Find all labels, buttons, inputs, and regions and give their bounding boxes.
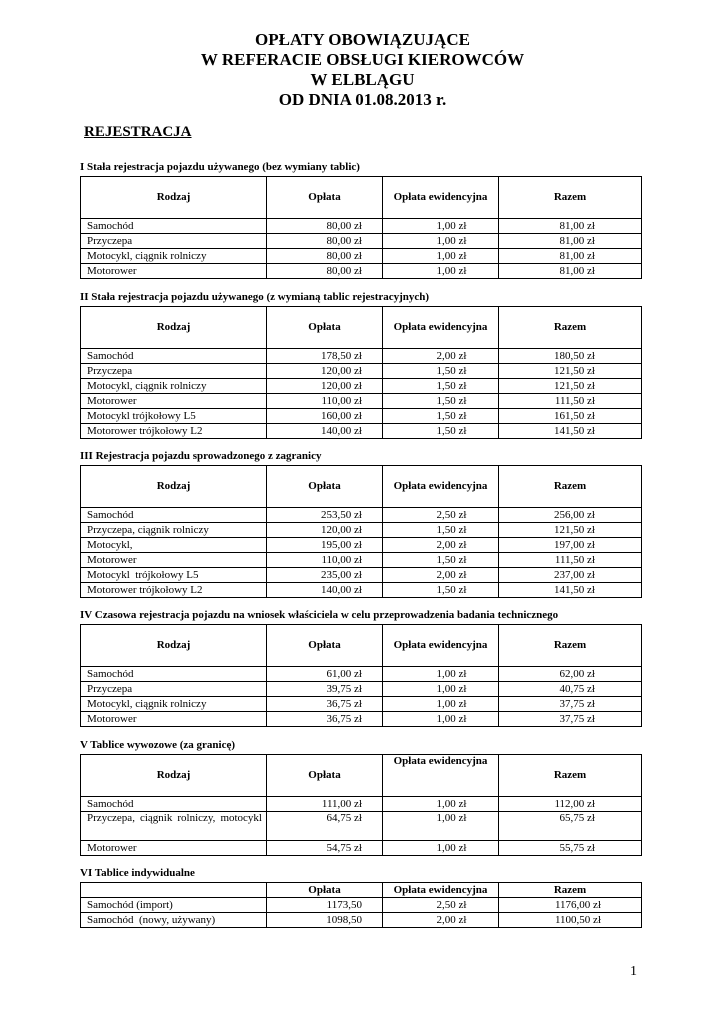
cell-oplata: 253,50 zł [267,508,383,523]
header-rodzaj: Rodzaj [81,177,267,219]
cell-ewidencyjna: 1,50 zł [383,424,499,439]
cell-oplata: 39,75 zł [267,682,383,697]
cell-razem: 111,50 zł [499,553,642,568]
cell-oplata: 80,00 zł [267,264,383,279]
cell-rodzaj: Motorower [81,394,267,409]
table-row [81,667,642,682]
cell-ewidencyjna: 2,50 zł [383,508,499,523]
table-row [81,424,642,439]
cell-oplata: 120,00 zł [267,364,383,379]
header-razem: Razem [499,755,642,797]
table-header-row [81,466,642,508]
cell-oplata: 54,75 zł [267,841,383,856]
cell-oplata: 140,00 zł [267,583,383,598]
cell-rodzaj: Motocykl, ciągnik rolniczy [81,249,267,264]
table-section-4 [80,609,640,727]
cell-rodzaj: Samochód [81,219,267,234]
cell-rodzaj: Przyczepa, ciągnik rolniczy [81,523,267,538]
table-row [81,394,642,409]
cell-razem: 111,50 zł [499,394,642,409]
cell-razem: 81,00 zł [499,249,642,264]
cell-razem: 65,75 zł [499,812,642,841]
cell-oplata: 110,00 zł [267,394,383,409]
cell-rodzaj: Samochód (nowy, używany) [81,913,267,928]
cell-ewidencyjna: 1,00 zł [383,712,499,727]
cell-rodzaj: Motorower [81,712,267,727]
header-razem: Razem [499,883,642,898]
cell-ewidencyjna: 2,00 zł [383,538,499,553]
table-section-5 [80,739,640,856]
cell-ewidencyjna: 1,00 zł [383,234,499,249]
table-row [81,841,642,856]
table-title: III Rejestracja pojazdu sprowadzonego z zagranicy [80,450,322,462]
fee-table [80,465,642,598]
cell-oplata: 36,75 zł [267,712,383,727]
cell-ewidencyjna: 1,50 zł [383,523,499,538]
header-razem: Razem [499,466,642,508]
cell-ewidencyjna: 2,00 zł [383,568,499,583]
cell-razem: 197,00 zł [499,538,642,553]
cell-ewidencyjna: 2,00 zł [383,913,499,928]
cell-ewidencyjna: 1,00 zł [383,249,499,264]
cell-oplata: 36,75 zł [267,697,383,712]
cell-rodzaj: Motorower [81,264,267,279]
cell-razem: 81,00 zł [499,219,642,234]
table-header-row [81,625,642,667]
cell-ewidencyjna: 1,00 zł [383,797,499,812]
cell-oplata: 140,00 zł [267,424,383,439]
cell-razem: 112,00 zł [499,797,642,812]
table-row [81,249,642,264]
header-ewidencyjna: Opłata ewidencyjna [383,307,499,349]
cell-rodzaj: Przyczepa [81,364,267,379]
fee-table [80,624,642,727]
header-razem: Razem [499,177,642,219]
cell-razem: 256,00 zł [499,508,642,523]
table-title: I Stała rejestracja pojazdu używanego (bez wymiany tablic) [80,161,360,173]
header-ewidencyjna: Opłata ewidencyjna [383,625,499,667]
table-row [81,553,642,568]
cell-razem: 55,75 zł [499,841,642,856]
cell-razem: 141,50 zł [499,583,642,598]
cell-rodzaj: Motocykl, ciągnik rolniczy [81,379,267,394]
table-row [81,812,642,841]
cell-ewidencyjna: 1,00 zł [383,264,499,279]
cell-ewidencyjna: 2,00 zł [383,349,499,364]
cell-ewidencyjna: 1,00 zł [383,667,499,682]
cell-rodzaj: Motocykl, ciągnik rolniczy [81,697,267,712]
cell-ewidencyjna: 2,50 zł [383,898,499,913]
cell-rodzaj: Przyczepa [81,234,267,249]
table-row [81,364,642,379]
cell-rodzaj: Motorower trójkołowy L2 [81,583,267,598]
cell-ewidencyjna: 1,00 zł [383,812,499,841]
section-heading: REJESTRACJA [84,124,192,140]
table-row [81,583,642,598]
header-ewidencyjna: Opłata ewidencyjna [383,177,499,219]
fee-table [80,754,642,856]
cell-oplata: 1098,50 [267,913,383,928]
table-row [81,349,642,364]
cell-ewidencyjna: 1,50 zł [383,364,499,379]
cell-razem: 81,00 zł [499,234,642,249]
header-ewidencyjna: Opłata ewidencyjna [383,755,499,797]
cell-ewidencyjna: 1,50 zł [383,379,499,394]
cell-razem: 81,00 zł [499,264,642,279]
header-razem: Razem [499,307,642,349]
cell-oplata: 120,00 zł [267,379,383,394]
header-rodzaj: Rodzaj [81,755,267,797]
table-title: VI Tablice indywidualne [80,867,195,879]
table-section-2 [80,291,640,439]
fee-table [80,882,642,928]
cell-razem: 121,50 zł [499,523,642,538]
title-line-4: OD DNIA 01.08.2013 r. [278,90,447,109]
cell-oplata: 80,00 zł [267,219,383,234]
header-oplata: Opłata [267,466,383,508]
table-row [81,697,642,712]
table-row [81,508,642,523]
page-number: 1 [630,964,637,979]
header-oplata: Opłata [267,625,383,667]
table-header-row [81,307,642,349]
header-oplata: Opłata [267,755,383,797]
cell-rodzaj: Motocykl, [81,538,267,553]
title-line-1: OPŁATY OBOWIĄZUJĄCE [255,30,470,49]
header-oplata: Opłata [267,177,383,219]
table-row [81,913,642,928]
cell-razem: 40,75 zł [499,682,642,697]
header-rodzaj: Rodzaj [81,307,267,349]
table-row [81,379,642,394]
table-row [81,234,642,249]
cell-oplata: 160,00 zł [267,409,383,424]
table-row [81,523,642,538]
table-row [81,712,642,727]
table-section-3 [80,450,640,598]
cell-rodzaj: Motorower trójkołowy L2 [81,424,267,439]
table-title: IV Czasowa rejestracja pojazdu na wniosek właściciela w celu przeprowadzenia badania technicznego [80,609,559,621]
cell-ewidencyjna: 1,50 zł [383,553,499,568]
cell-razem: 121,50 zł [499,364,642,379]
cell-ewidencyjna: 1,00 zł [383,841,499,856]
table-row [81,682,642,697]
cell-ewidencyjna: 1,00 zł [383,219,499,234]
cell-ewidencyjna: 1,50 zł [383,409,499,424]
fee-table [80,306,642,439]
cell-rodzaj: Przyczepa [81,682,267,697]
cell-rodzaj: Motocykl trójkołowy L5 [81,568,267,583]
cell-rodzaj: Samochód [81,349,267,364]
cell-rodzaj: Motocykl trójkołowy L5 [81,409,267,424]
cell-oplata: 80,00 zł [267,234,383,249]
cell-rodzaj: Przyczepa, ciągnik rolniczy, motocykl [81,812,267,841]
header-rodzaj-empty [81,883,267,898]
cell-oplata: 110,00 zł [267,553,383,568]
table-header-row [81,177,642,219]
document-title [0,30,725,110]
table-header-row [81,755,642,797]
table-row [81,568,642,583]
table-row [81,898,642,913]
header-oplata: Opłata [267,307,383,349]
table-title: II Stała rejestracja pojazdu używanego (z wymianą tablic rejestracyjnych) [80,291,430,303]
cell-rodzaj: Samochód [81,667,267,682]
header-rodzaj: Rodzaj [81,625,267,667]
cell-oplata: 178,50 zł [267,349,383,364]
header-ewidencyjna: Opłata ewidencyjna [383,883,499,898]
cell-rodzaj: Samochód [81,508,267,523]
cell-oplata: 1173,50 [267,898,383,913]
cell-oplata: 61,00 zł [267,667,383,682]
title-line-2: W REFERACIE OBSŁUGI KIEROWCÓW [200,50,525,69]
table-section-6 [80,867,640,928]
title-line-3: W ELBLĄGU [310,70,415,89]
header-ewidencyjna: Opłata ewidencyjna [383,466,499,508]
cell-razem: 1100,50 zł [499,913,642,928]
cell-rodzaj: Samochód (import) [81,898,267,913]
table-row [81,797,642,812]
cell-rodzaj: Motorower [81,841,267,856]
cell-rodzaj: Samochód [81,797,267,812]
fee-table [80,176,642,279]
table-title: V Tablice wywozowe (za granicę) [80,739,235,751]
header-oplata: Opłata [267,883,383,898]
cell-razem: 62,00 zł [499,667,642,682]
cell-oplata: 64,75 zł [267,812,383,841]
cell-ewidencyjna: 1,50 zł [383,583,499,598]
cell-oplata: 111,00 zł [267,797,383,812]
cell-razem: 180,50 zł [499,349,642,364]
table-row [81,219,642,234]
cell-oplata: 195,00 zł [267,538,383,553]
cell-razem: 161,50 zł [499,409,642,424]
cell-oplata: 80,00 zł [267,249,383,264]
cell-razem: 37,75 zł [499,697,642,712]
cell-ewidencyjna: 1,00 zł [383,682,499,697]
table-row [81,409,642,424]
table-row [81,264,642,279]
cell-razem: 121,50 zł [499,379,642,394]
cell-oplata: 120,00 zł [267,523,383,538]
cell-razem: 1176,00 zł [499,898,642,913]
header-rodzaj: Rodzaj [81,466,267,508]
cell-razem: 37,75 zł [499,712,642,727]
cell-ewidencyjna: 1,00 zł [383,697,499,712]
header-razem: Razem [499,625,642,667]
table-section-1 [80,161,640,279]
cell-ewidencyjna: 1,50 zł [383,394,499,409]
cell-razem: 237,00 zł [499,568,642,583]
table-row [81,538,642,553]
cell-oplata: 235,00 zł [267,568,383,583]
table-header-row [81,883,642,898]
cell-rodzaj: Motorower [81,553,267,568]
cell-razem: 141,50 zł [499,424,642,439]
